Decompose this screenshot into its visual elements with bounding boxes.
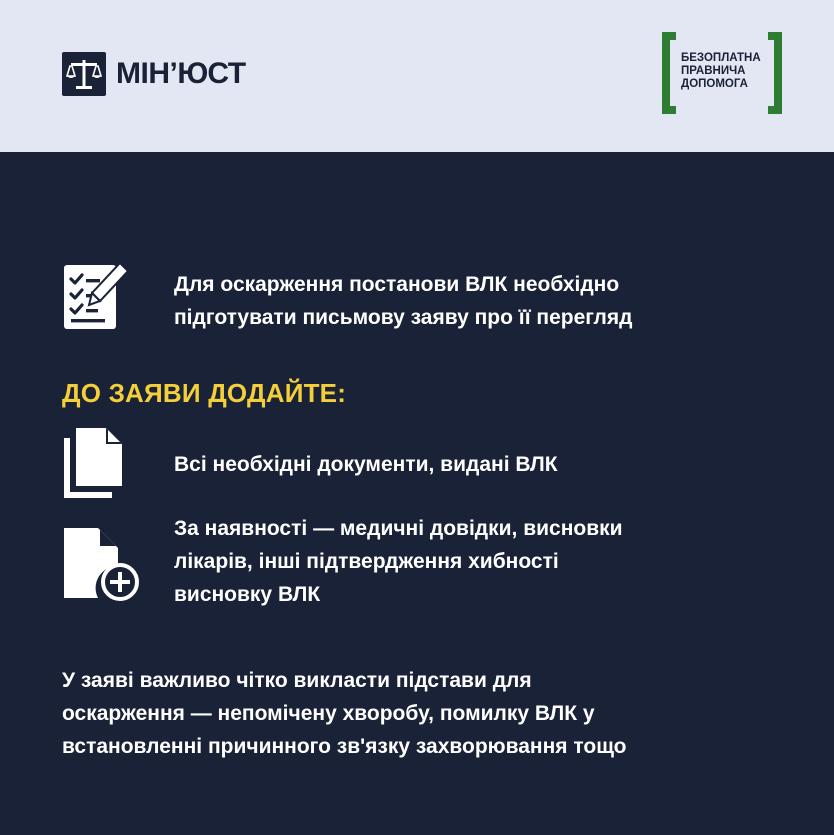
intro-line-2: підготувати письмову заяву про її перегляд <box>174 306 633 329</box>
legal-aid-line-2: ПРАВНИЧА <box>681 65 746 77</box>
section-heading: ДО ЗАЯВИ ДОДАЙТЕ: <box>62 378 347 408</box>
item-2-line-2: лікарів, інші підтвердження хибності <box>174 550 559 573</box>
minjust-logo <box>62 50 246 98</box>
page-title-line-2: ДОСУДОВОГО ОСКАРЖЕННЯ <box>220 187 603 217</box>
intro-line-1: Для оскарження постанови ВЛК необхідно <box>174 273 620 296</box>
item-2-text <box>174 512 623 611</box>
item-2-line-3: висновку ВЛК <box>174 583 321 606</box>
checklist-pen-icon <box>62 261 128 331</box>
legal-aid-wordmark <box>681 52 767 91</box>
footer-line-2: оскарження — непомічену хворобу, помилку ВЛК у <box>62 702 595 725</box>
footer-line-1: У заяві важливо чітко викласти підстави для <box>62 669 532 692</box>
footer-note <box>62 664 626 763</box>
footer-line-3: встановленні причинного зв'язку захворювання тощо <box>62 735 627 758</box>
intro-text <box>174 268 632 334</box>
documents-icon <box>62 426 126 500</box>
document-plus-icon <box>62 526 140 602</box>
minjust-wordmark: МІН’ЮСТ <box>116 57 246 90</box>
page-title-line-1: ДОКУМЕНТИ ДЛЯ <box>220 159 450 189</box>
legal-aid-line-3: ДОПОМОГА <box>681 78 748 90</box>
item-2-line-1: За наявності — медичні довідки, висновки <box>174 517 623 540</box>
scales-icon <box>62 52 106 96</box>
legal-aid-line-1: БЕЗОПЛАТНА <box>681 52 761 64</box>
page-title <box>220 160 603 216</box>
item-1-text: Всі необхідні документи, видані ВЛК <box>174 453 558 476</box>
legal-aid-logo <box>662 32 782 114</box>
